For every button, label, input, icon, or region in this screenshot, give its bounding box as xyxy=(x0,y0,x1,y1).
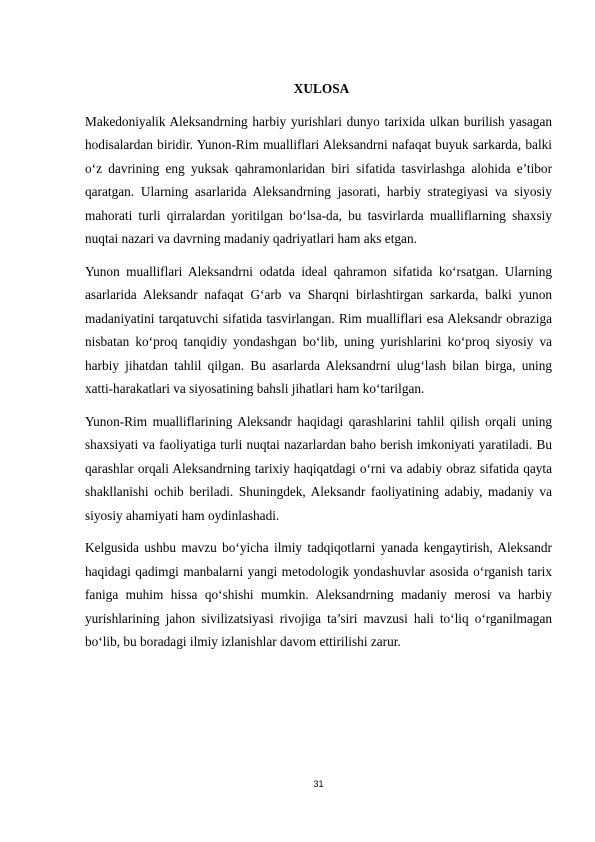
body-text xyxy=(85,110,552,663)
page-number: 31 xyxy=(313,779,324,789)
paragraph-2: Yunon mualliflari Aleksandrni odatda ideal qahramon sifatida ko‘rsatgan. Ularning asarlarida Aleksandr nafaqat G‘arb va Sharqni birlashtirgan sarkarda, balki yunon madaniyatini tarqatuvchi sifatida tasvirlangan. Rim mualliflari esa Aleksandr obraziga nisbatan ko‘proq tanqidiy yondashgan bo‘lib, uning yurishlarini ko‘proq siyosiy va harbiy jihatdan tahlil qilgan. Bu asarlarda Aleksandrni ulug‘lash bilan birga, uning xatti-harakatlari va siyosatining bahsli jihatlari ham ko‘tarilgan. xyxy=(85,263,552,396)
paragraph-3: Yunon-Rim mualliflarining Aleksandr haqidagi qarashlarini tahlil qilish orqali uning shaxsiyati va faoliyatiga turli nuqtai nazarlardan baho berish imkoniyati yaratiladi. Bu qarashlar orqali Aleksandrning tarixiy haqiqatdagi o‘rni va adabiy obraz sifatida qayta shakllanishi ochib beriladi. Shuningdek, Aleksandr faoliyatining adabiy, madaniy va siyosiy ahamiyati ham oydinlashadi. xyxy=(85,413,552,523)
paragraph-4: Kelgusida ushbu mavzu bo‘yicha ilmiy tadqiqotlarni yanada kengaytirish, Aleksandr haqidagi qadimgi manbalarni yangi metodologik yondashuvlar asosida o‘rganish tarix faniga muhim hissa qo‘shishi mumkin. Aleksandrning madaniy merosi va harbiy yurishlarining jahon sivilizatsiyasi rivojiga ta’siri mavzusi hali to‘liq o‘rganilmagan bo‘lib, bu boradagi ilmiy izlanishlar davom ettirilishi zarur. xyxy=(85,540,552,650)
section-title: XULOSA xyxy=(293,81,350,96)
paragraph-1: Makedoniyalik Aleksandrning harbiy yurishlari dunyo tarixida ulkan burilish yasagan hodisalardan biridir. Yunon-Rim mualliflari Aleksandrni nafaqat buyuk sarkarda, balki o‘z davrining eng yuksak qahramonlaridan biri sifatida tasvirlashga alohida e’tibor qaratgan. Ularning asarlarida Aleksandrning jasorati, harbiy strategiyasi va siyosiy mahorati turli qirralardan yoritilgan bo‘lsa-da, bu tasvirlarda mualliflarning shaxsiy nuqtai nazari va davrning madaniy qadriyatlari ham aks etgan. xyxy=(85,114,552,247)
